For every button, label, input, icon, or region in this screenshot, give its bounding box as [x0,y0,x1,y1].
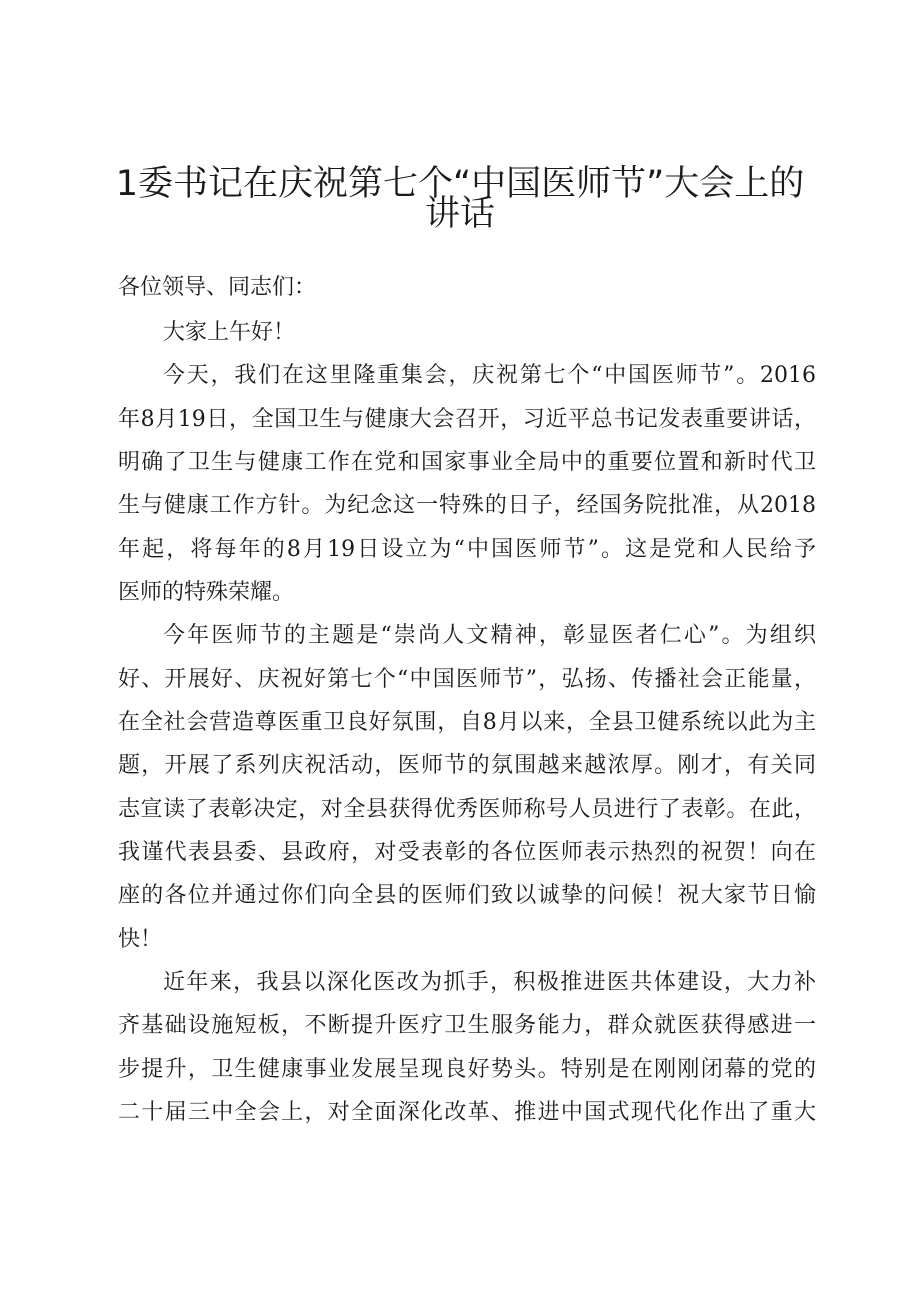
paragraph-line: 医师的特殊荣耀。 [118,580,295,605]
paragraph-line: 近年来，我县以深化医改为抓手，积极推进医共体建设，大力补 [163,970,816,995]
paragraph-line: 在全社会营造尊医重卫良好氛围，自8月以来，全县卫健系统以此为主 [118,710,816,735]
title-line-2: 讲话 [424,194,495,234]
paragraph-line: 年8月19日，全国卫生与健康大会召开，习近平总书记发表重要讲话， [118,407,816,432]
paragraph-line: 我谨代表县委、县政府，对受表彰的各位医师表示热烈的祝贺！向在 [118,840,816,865]
paragraph-line: 齐基础设施短板，不断提升医疗卫生服务能力，群众就医获得感进一 [118,1013,816,1038]
paragraph-line: 二十届三中全会上，对全面深化改革、推进中国式现代化作出了重大 [118,1100,816,1125]
salutation: 各位领导、同志们： [118,275,317,300]
paragraph-line: 步提升，卫生健康事业发展呈现良好势头。特别是在刚刚闭幕的党的 [118,1057,816,1082]
paragraph-line: 今年医师节的主题是“崇尚人文精神，彰显医者仁心”。为组织 [163,623,816,648]
paragraph-line: 好、开展好、庆祝好第七个“中国医师节”，弘扬、传播社会正能量， [118,667,816,692]
paragraph-line: 座的各位并通过你们向全县的医师们致以诚挚的问候！祝大家节日愉 [118,883,816,908]
document-title-continued [100,192,820,236]
title-line-1: 1委书记在庆祝第七个“中国医师节”大会上的 [115,164,805,204]
paragraph-line: 年起，将每年的8月19日设立为“中国医师节”。这是党和人民给予 [118,537,816,562]
paragraph-line: 快！ [118,927,163,952]
paragraph-line: 志宣读了表彰决定，对全县获得优秀医师称号人员进行了表彰。在此， [118,797,816,822]
paragraph-line: 今天，我们在这里隆重集会，庆祝第七个“中国医师节”。2016 [163,363,816,388]
paragraph-line: 生与健康工作方针。为纪念这一特殊的日子，经国务院批准，从2018 [118,493,816,518]
paragraph-line: 明确了卫生与健康工作在党和国家事业全局中的重要位置和新时代卫 [118,450,816,475]
paragraph-line: 题，开展了系列庆祝活动，医师节的氛围越来越浓厚。刚才，有关同 [118,753,816,778]
greeting: 大家上午好！ [163,320,296,345]
